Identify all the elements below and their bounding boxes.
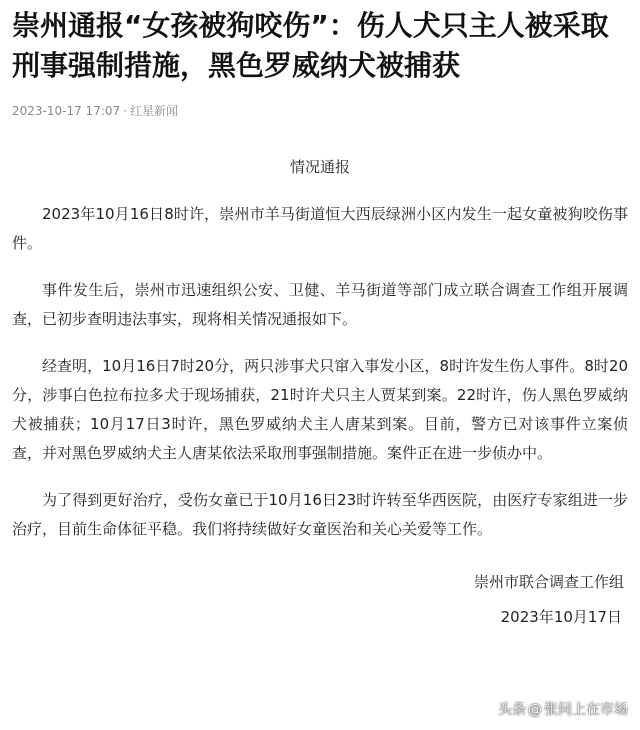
paragraph: 为了得到更好治疗，受伤女童已于10月16日23时许转至华西医院，由医疗专家组进一步治疗，目前生命体征平稳。我们将持续做好女童医治和关心关爱等工作。 (12, 491, 628, 538)
watermark-platform: 头条 (498, 702, 526, 718)
article-headline: 崇州通报“女孩被狗咬伤”：伤人犬只主人被采取刑事强制措施，黑色罗威纳犬被捕获 (12, 9, 609, 82)
signature-organization: 崇州市联合调查工作组 (473, 573, 624, 591)
watermark (498, 700, 628, 720)
watermark-account: 张问上在市场 (544, 702, 628, 718)
watermark-at: @ (528, 702, 542, 718)
paragraph: 经查明，10月16日7时20分，两只涉事犬只窜入事发小区，8时许发生伤人事件。8时20分，涉事白色拉布拉多犬于现场捕获，21时许犬只主人贾某到案。22时许，伤人黑色罗威纳犬被捕获；10月17日3时许，黑色罗威纳犬主人唐某到案。目前，警方已对该事件立案侦查，并对黑色罗威纳犬主人唐某依法采取刑事强制措施。案件正在进一步侦办中。 (12, 357, 628, 462)
notice-title: 情况通报 (289, 158, 350, 176)
paragraph: 事件发生后，崇州市迅速组织公安、卫健、羊马街道等部门成立联合调查工作组开展调查，已初步查明违法事实，现将相关情况通报如下。 (12, 281, 628, 328)
source-name[interactable]: 红星新闻 (129, 104, 178, 118)
meta-separator: · (123, 104, 127, 118)
publish-date: 2023-10-17 17:07 (12, 104, 121, 118)
paragraph: 2023年10月16日8时许，崇州市羊马街道恒大西辰绿洲小区内发生一起女童被狗咬伤事件。 (12, 205, 628, 252)
signature-date: 2023年10月17日 (500, 608, 622, 626)
article-meta (12, 102, 628, 120)
article (12, 0, 628, 632)
